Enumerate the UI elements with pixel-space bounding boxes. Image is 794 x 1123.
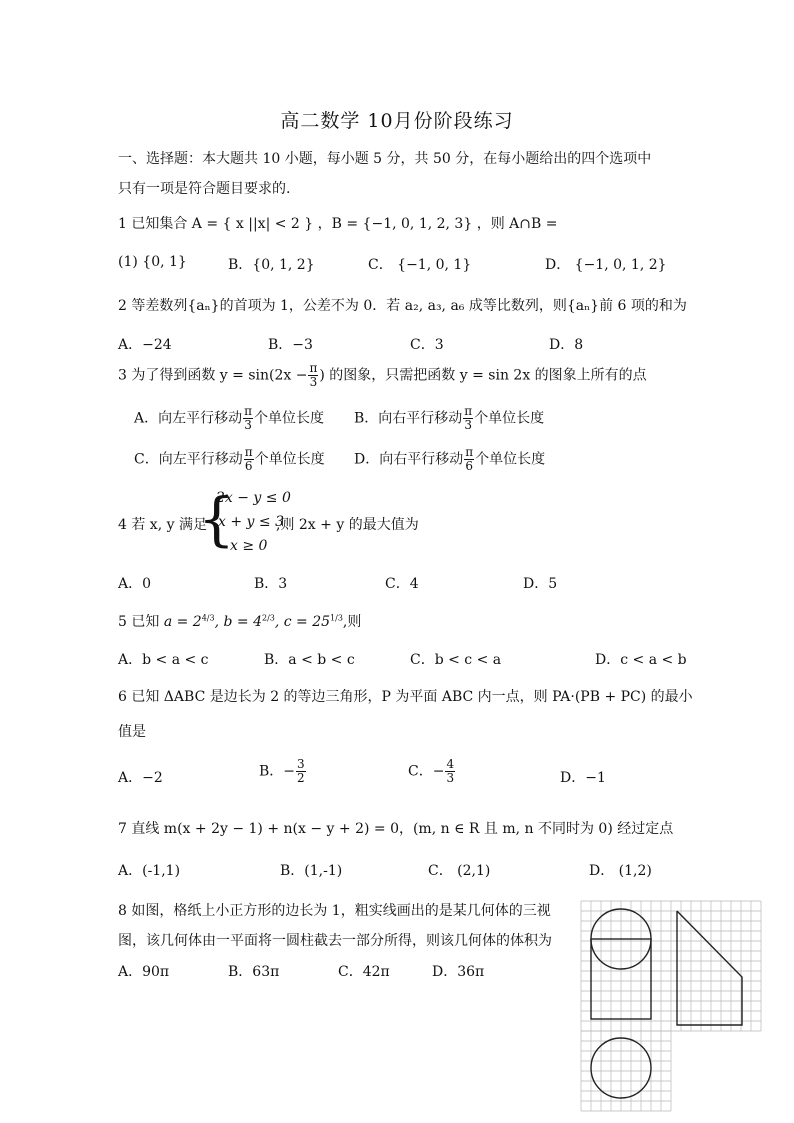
question-5-option-a: A．b < a < c — [118, 652, 209, 668]
inequality-system: 2x − y ≤ 0 x + y ≤ 3 x ≥ 0 — [216, 490, 291, 554]
question-7-stem: 7 直线 m(x + 2y − 1) + n(x − y + 2) = 0，(m, n ∈ R 且 m, n 不同时为 0) 经过定点 — [118, 821, 674, 837]
question-8-option-b: B．63π — [228, 964, 280, 980]
question-6-option-b: B．− $\frac{3}{2}$ — [259, 757, 305, 785]
question-5-option-c: C．b < c < a — [410, 652, 502, 668]
question-8-option-d: D．36π — [432, 964, 485, 980]
question-8-option-c: C．42π — [338, 964, 390, 980]
question-6-option-a: A．−2 — [118, 770, 163, 786]
question-1-option-c: C． {−1, 0, 1} — [368, 257, 472, 273]
question-1-option-a: (1) {0, 1} — [118, 254, 187, 270]
question-3-option-c: C．向左平行移动 $\frac{\pi}{6}$ 个单位长度 — [134, 445, 325, 473]
question-2-option-c: C．3 — [410, 337, 444, 353]
question-2-option-d: D．8 — [549, 337, 584, 353]
question-7-option-a: A．(-1,1) — [118, 863, 181, 879]
page-title: 高二数学 10月份阶段练习 — [280, 110, 514, 132]
question-8-line1: 8 如图，格纸上小正方形的边长为 1，粗实线画出的是某几何体的三视 — [118, 903, 551, 919]
three-view-figure — [580, 900, 770, 1115]
question-7-option-b: B．(1,-1) — [280, 863, 343, 879]
section-instructions-line1: 一、选择题：本大题共 10 小题，每小题 5 分，共 50 分，在每小题给出的四个选项中 — [118, 151, 652, 167]
question-1-option-b: B．{0, 1, 2} — [228, 257, 315, 273]
question-7-option-d: D． (1,2) — [589, 863, 652, 879]
question-8-line2: 图，该几何体由一平面将一圆柱截去一部分所得，则该几何体的体积为 — [118, 933, 552, 949]
question-6-stem: 6 已知 ΔABC 是边长为 2 的等边三角形，P 为平面 ABC 内一点，则 PA·(PB + PC) 的最小 — [118, 689, 693, 705]
question-2-option-b: B．−3 — [268, 337, 313, 353]
question-3-option-d: D．向右平行移动 $\frac{\pi}{6}$ 个单位长度 — [354, 445, 546, 473]
section-instructions-line2: 只有一项是符合题目要求的. — [118, 181, 291, 197]
question-4-option-d: D．5 — [523, 576, 558, 592]
question-4-prefix: 4 若 x, y 满足 — [118, 517, 207, 533]
question-8-option-a: A．90π — [118, 964, 170, 980]
question-4-suffix: ,则 2x + y 的最大值为 — [276, 517, 419, 533]
question-6-stem-continued: 值是 — [118, 724, 146, 740]
question-6-option-c: C．− $\frac{4}{3}$ — [408, 757, 455, 785]
question-2-option-a: A．−24 — [118, 337, 172, 353]
question-7-option-c: C． (2,1) — [428, 863, 491, 879]
question-2-stem: 2 等差数列{aₙ}的首项为 1，公差不为 0．若 a₂, a₃, a₆ 成等比数列，则{aₙ}前 6 项的和为 — [118, 298, 687, 314]
question-5-option-b: B．a < b < c — [264, 652, 355, 668]
question-5-stem: 5 已知 $a = 2^{4/3}$, $b = 4^{2/3}$, $c = 25^{1/3}$,则 — [118, 613, 362, 630]
question-4-option-c: C．4 — [385, 576, 419, 592]
question-4-option-a: A．0 — [118, 576, 152, 592]
question-5-option-d: D．c < a < b — [595, 652, 687, 668]
question-3-option-b: B．向右平行移动 $\frac{\pi}{3}$ 个单位长度 — [354, 404, 545, 432]
question-6-option-d: D．−1 — [560, 770, 606, 786]
question-3-stem: 3 为了得到函数 y = sin(2x − $\frac{\pi}{3}$ ) 的图象，只需把函数 y = sin 2x 的图象上所有的点 — [118, 361, 647, 389]
question-1-stem: 1 已知集合 A = { x ||x| < 2 } ，B = {−1, 0, 1, 2, 3} ，则 A∩B = — [118, 216, 558, 232]
system-brace: { — [198, 485, 235, 553]
question-4-option-b: B．3 — [254, 576, 288, 592]
fraction-pi-over-3: $\frac{\pi}{3}$ — [309, 361, 318, 389]
question-1-option-d: D． {−1, 0, 1, 2} — [545, 257, 667, 273]
question-3-option-a: A．向左平行移动 $\frac{\pi}{3}$ 个单位长度 — [134, 404, 325, 432]
